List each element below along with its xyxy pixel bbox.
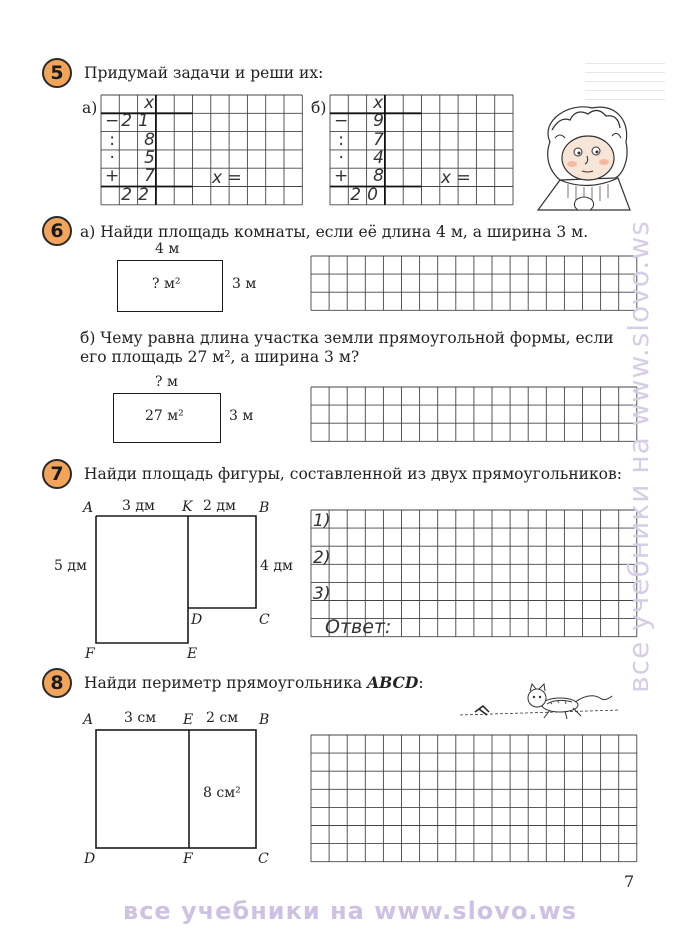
bottom-watermark: все учебники на www.slovo.ws: [123, 897, 577, 925]
arith-digits: x: [350, 93, 390, 113]
arith-digits: 4: [350, 147, 390, 168]
task-6b-top-label: ? м: [155, 374, 178, 390]
task-6b-side-label: 3 м: [229, 408, 254, 424]
task-8-point-c: C: [258, 851, 269, 867]
task-5a-answer: x =: [212, 168, 242, 188]
task-6a-side-label: 3 м: [232, 276, 257, 292]
task-7-kb-label: 2 дм: [203, 498, 236, 514]
task-7-point-k: K: [182, 499, 193, 515]
task-7-point-f: F: [85, 646, 95, 662]
arith-digits: 21: [121, 111, 155, 132]
arith-operator: +: [105, 166, 120, 187]
task-6-number: 6: [50, 220, 64, 242]
task-7-point-a: A: [83, 500, 94, 516]
task-5b-answer: x =: [441, 168, 471, 188]
arith-digits: 7: [121, 166, 161, 187]
task-7-point-d: D: [191, 612, 203, 628]
task-6a-text: а) Найди площадь комнаты, если её длина 4 м, а ширина 3 м.: [80, 223, 589, 241]
task-5-number: 5: [50, 62, 64, 84]
arith-digits: 8: [350, 166, 390, 187]
arith-operator: +: [334, 166, 349, 187]
arith-operator: :: [109, 129, 116, 150]
arith-digits: 5: [121, 147, 161, 168]
arith-operator: −: [334, 111, 349, 132]
task-5a-label: а): [82, 99, 98, 117]
task-7-point-e: E: [187, 646, 198, 662]
task-8-point-d: D: [84, 851, 96, 867]
arith-digits: x: [121, 93, 161, 113]
arith-digits: 9: [350, 111, 390, 132]
page-number: 7: [624, 872, 635, 891]
task-8-text-suffix: :: [418, 674, 424, 692]
task-5-title: Придумай задачи и реши их:: [84, 64, 324, 82]
task-7-step-2: 2): [313, 548, 331, 568]
task-6a-top-label: 4 м: [155, 241, 180, 257]
task-6b-inside-label: 27 м²: [145, 408, 184, 424]
task-8-grid: [311, 735, 637, 863]
task-7-text: Найди площадь фигуры, составленной из двух прямоугольников:: [84, 465, 622, 483]
task-8-point-a: A: [83, 712, 94, 728]
arith-operator: ·: [109, 147, 115, 168]
task-8-point-e: E: [183, 712, 194, 728]
task-6b-text-line1: б) Чему равна длина участка земли прямоугольной формы, если: [80, 329, 614, 347]
task-7-step-3: 3): [313, 584, 331, 604]
side-watermark: все учебники на www.slovo.ws: [622, 220, 656, 693]
task-5b-label: б): [311, 99, 327, 117]
task-7-point-b: B: [259, 500, 270, 516]
task-8-text-bold: ABCD: [367, 673, 419, 692]
arith-operator: −: [105, 111, 120, 132]
task-8-ae-label: 3 см: [124, 710, 157, 726]
arith-operator: :: [338, 129, 345, 150]
arith-digits: 7: [350, 129, 390, 150]
task-8-text-prefix: Найди периметр прямоугольника: [84, 674, 368, 692]
task-6a-inside-label: ? м²: [152, 276, 181, 292]
task-7-left-label: 5 дм: [54, 558, 87, 574]
task-8-point-f: F: [183, 851, 193, 867]
arith-digits: 22: [121, 184, 155, 205]
task-7-right-label: 4 дм: [260, 558, 293, 574]
task-7-ak-label: 3 дм: [122, 498, 155, 514]
task-8-inside-label: 8 см²: [203, 785, 241, 801]
task-7-point-c: C: [259, 612, 270, 628]
task-8-eb-label: 2 см: [206, 710, 239, 726]
arith-digits: 8: [121, 129, 161, 150]
task-7-number: 7: [50, 463, 64, 485]
arith-digits: 20: [350, 184, 384, 205]
task-7-answer-label: Ответ:: [325, 616, 392, 638]
arith-operator: ·: [338, 147, 344, 168]
task-6b-text-line2: его площадь 27 м², а ширина 3 м?: [80, 348, 360, 366]
task-8-number: 8: [50, 672, 64, 694]
task-8-point-b: B: [259, 712, 270, 728]
task-7-step-1: 1): [313, 511, 331, 531]
